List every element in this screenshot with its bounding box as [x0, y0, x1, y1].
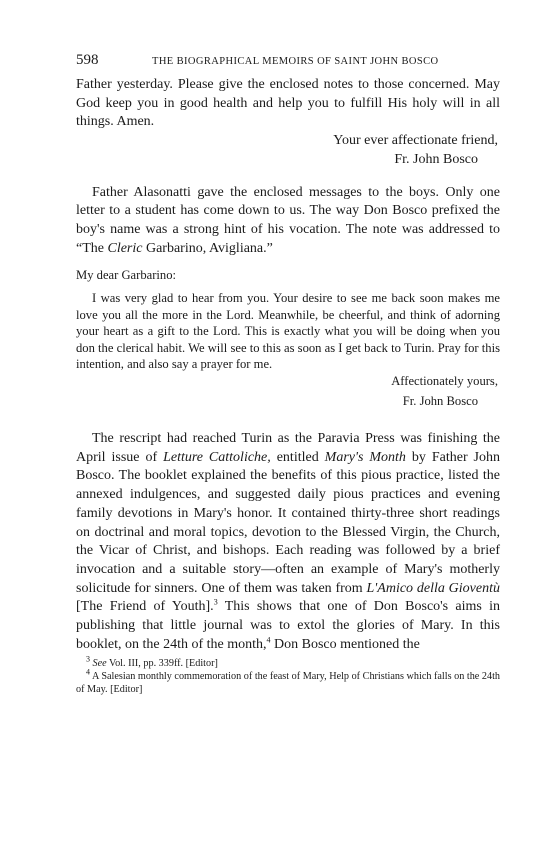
page — [76, 52, 500, 696]
footnote-ref-3: 3 — [213, 597, 218, 607]
footnote-3: $^3$ See Vol. III, pp. 339ff. [Editor] — [86, 654, 218, 669]
letter2-text: I was very glad to hear from you. Your desire to see me back soon makes me love you all the more in the Lord. Meanwhile, be cheerful, and think of adorning your heart as a gift to the Lord. This is exactly what you will be doing when you don the clerical habit. We will see to this as soon as I get back to Turin. Pray for this intention, and also say a prayer for me. — [76, 290, 500, 372]
marys-month-italic: Mary's Month — [324, 449, 406, 465]
footnotes — [76, 654, 500, 697]
letter2-closing: Affectionately yours, — [391, 373, 498, 388]
letter1-signature: Fr. John Bosco — [394, 151, 478, 167]
footnote-ref-4: 4 — [266, 635, 271, 645]
amico-gioventu-italic: L'Amico della Gioventù — [366, 580, 500, 596]
footnote-4: $^4$ A Salesian monthly commemoration of the feast of Mary, Help of Christians which falls on the 24th of May. [Editor] — [76, 667, 500, 695]
letter2-salutation: My dear Garbarino: — [76, 268, 177, 283]
letture-cattoliche-italic: Letture Cattoliche, — [163, 449, 271, 465]
letter1-text: Father yesterday. Please give the enclosed notes to those concerned. May God keep you in good health and help you to fulfill His holy will in all things. Amen. — [76, 77, 500, 130]
paragraph-alasonatti: Father Alasonatti gave the enclosed messages to the boys. Only one letter to a student has come down to us. The way Don Bosco prefixed the boy's name was a strong hint of his vocation. The note was addressed to “The Cleric Garbarino, Avigliana.” — [76, 184, 500, 256]
page-header — [76, 52, 500, 76]
running-head: THE BIOGRAPHICAL MEMOIRS OF SAINT JOHN BOSCO — [152, 56, 439, 67]
paragraph-rescript: The rescript had reached Turin as the Paravia Press was finishing the April issue of Letture Cattoliche, entitled Mary's Month by Father John Bosco. The booklet explained the benefits of this pious practice, listed the annexed indulgences, and suggested daily pious practices and evening family devotions in Mary's honor. It contained thirty-three short readings on doctrinal and moral topics, devotion to the Blessed Virgin, the Church, the Vicar of Christ, and bishops. Each reading was followed by a brief invocation and a suitable story—often an example of Mary's motherly solicitude for sinners. One of them was taken from L'Amico della Gioventù [The Friend of Youth].$^3$ This shows that one of Don Bosco's aims in publishing that little journal was to extol the glories of Mary. In this booklet, on the 24th of the month,$^4$ Don Bosco mentioned the — [76, 431, 500, 652]
page-number: 598 — [76, 52, 99, 68]
letter1-closing: Your ever affectionate friend, — [333, 133, 498, 149]
cleric-italic: Cleric — [107, 240, 143, 256]
letter2-signature: Fr. John Bosco — [402, 394, 478, 409]
